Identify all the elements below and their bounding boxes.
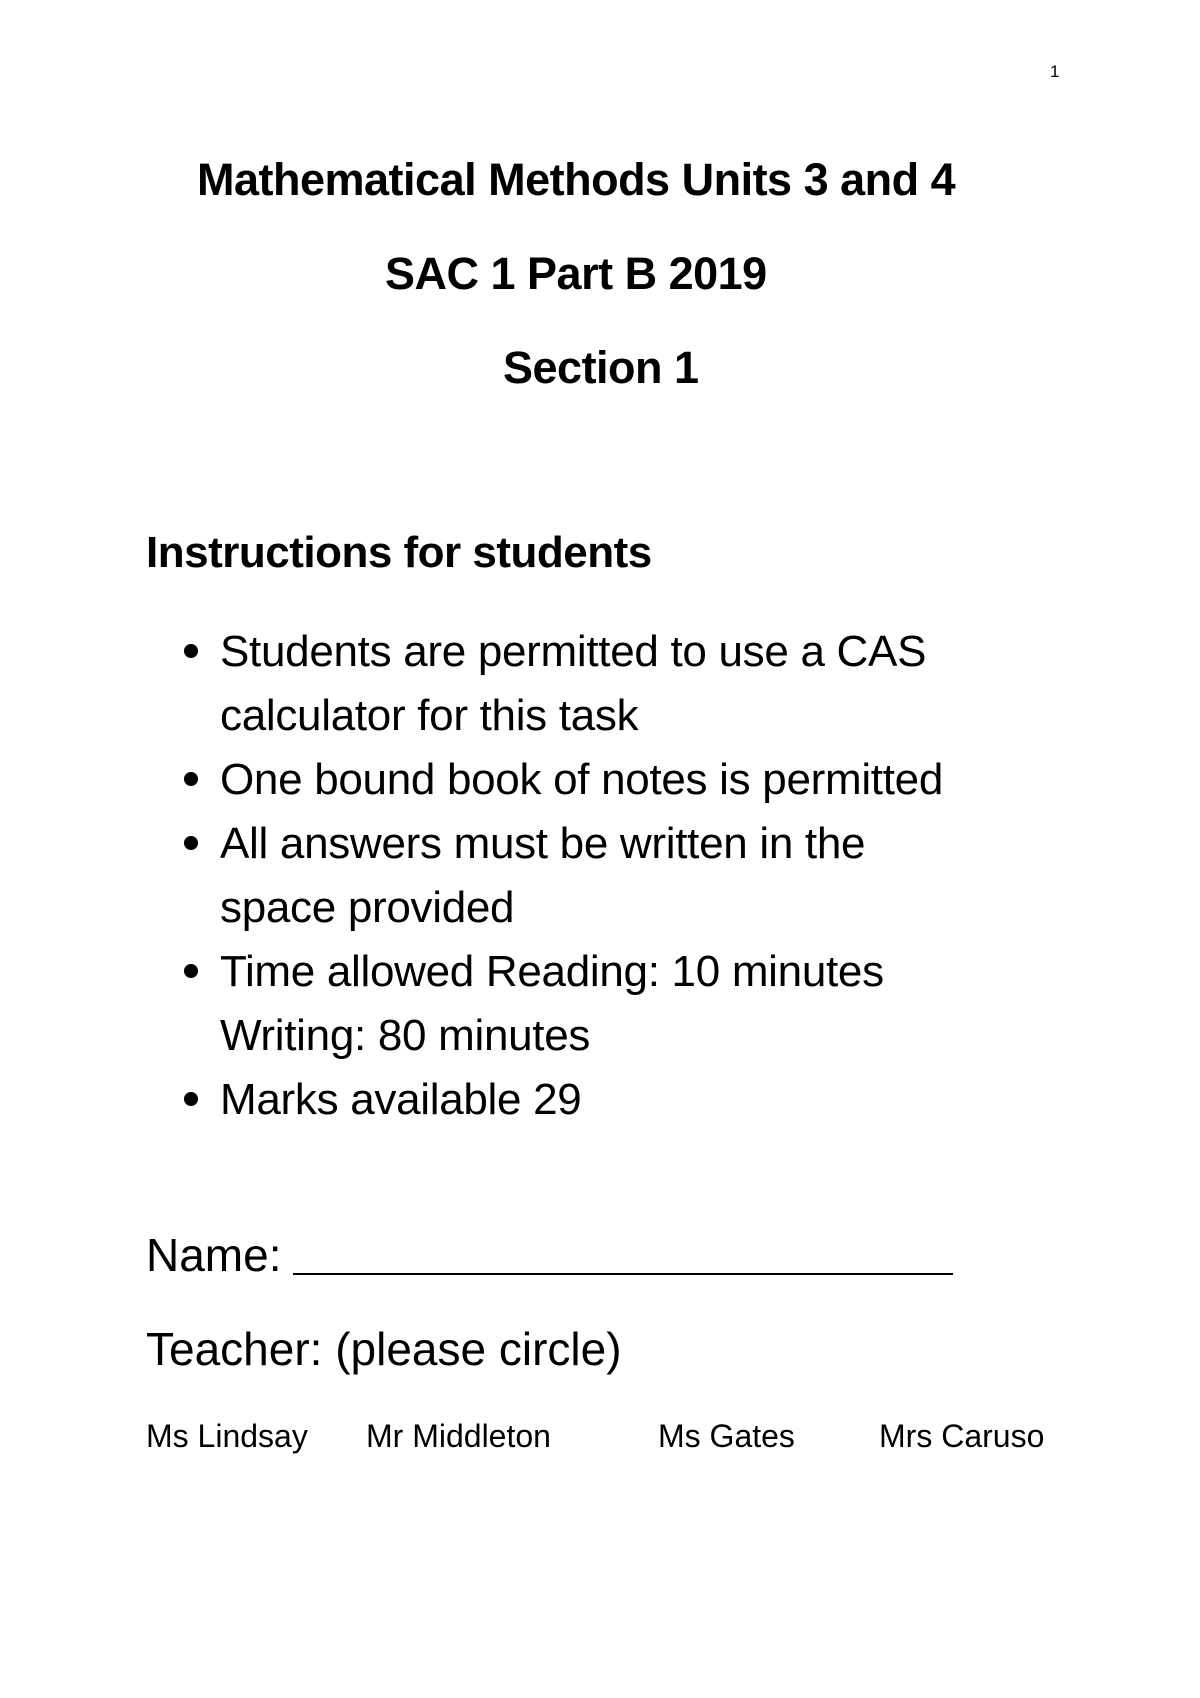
instructions-heading: Instructions for students (146, 528, 652, 577)
instruction-item (146, 748, 1076, 812)
bullet-icon (184, 644, 198, 658)
teacher-option-middleton[interactable]: Mr Middleton (366, 1418, 551, 1454)
instruction-line: calculator for this task (220, 691, 639, 740)
teacher-options (146, 1418, 1066, 1458)
instructions-list (146, 620, 1076, 1132)
bullet-icon (184, 964, 198, 978)
bullet-icon (184, 836, 198, 850)
instruction-line: space provided (220, 883, 515, 932)
instruction-line: Writing: 80 minutes (220, 1011, 591, 1060)
bullet-icon (184, 1092, 198, 1106)
instruction-item (146, 812, 1076, 940)
page-number: 1 (1050, 62, 1060, 81)
instruction-item (146, 1068, 1076, 1132)
teacher-option-lindsay[interactable]: Ms Lindsay (146, 1418, 308, 1454)
teacher-option-gates[interactable]: Ms Gates (658, 1418, 795, 1454)
instruction-line: One bound book of notes is permitted (220, 755, 943, 804)
name-row (146, 1228, 953, 1282)
bullet-icon (184, 772, 198, 786)
instruction-item (146, 940, 1076, 1068)
instruction-item (146, 620, 1076, 748)
document-title: Mathematical Methods Units 3 and 4 (197, 154, 956, 205)
instruction-line: Students are permitted to use a CAS (220, 627, 927, 676)
section-title: Section 1 (503, 342, 699, 393)
instruction-line: Marks available 29 (220, 1075, 582, 1124)
name-write-line[interactable] (293, 1273, 953, 1275)
name-label: Name: (146, 1229, 282, 1281)
assessment-title: SAC 1 Part B 2019 (385, 248, 767, 299)
instruction-line: Time allowed Reading: 10 minutes (220, 947, 884, 996)
teacher-option-caruso[interactable]: Mrs Caruso (879, 1418, 1045, 1454)
teacher-prompt: Teacher: (please circle) (146, 1323, 622, 1375)
instruction-line: All answers must be written in the (220, 819, 866, 868)
